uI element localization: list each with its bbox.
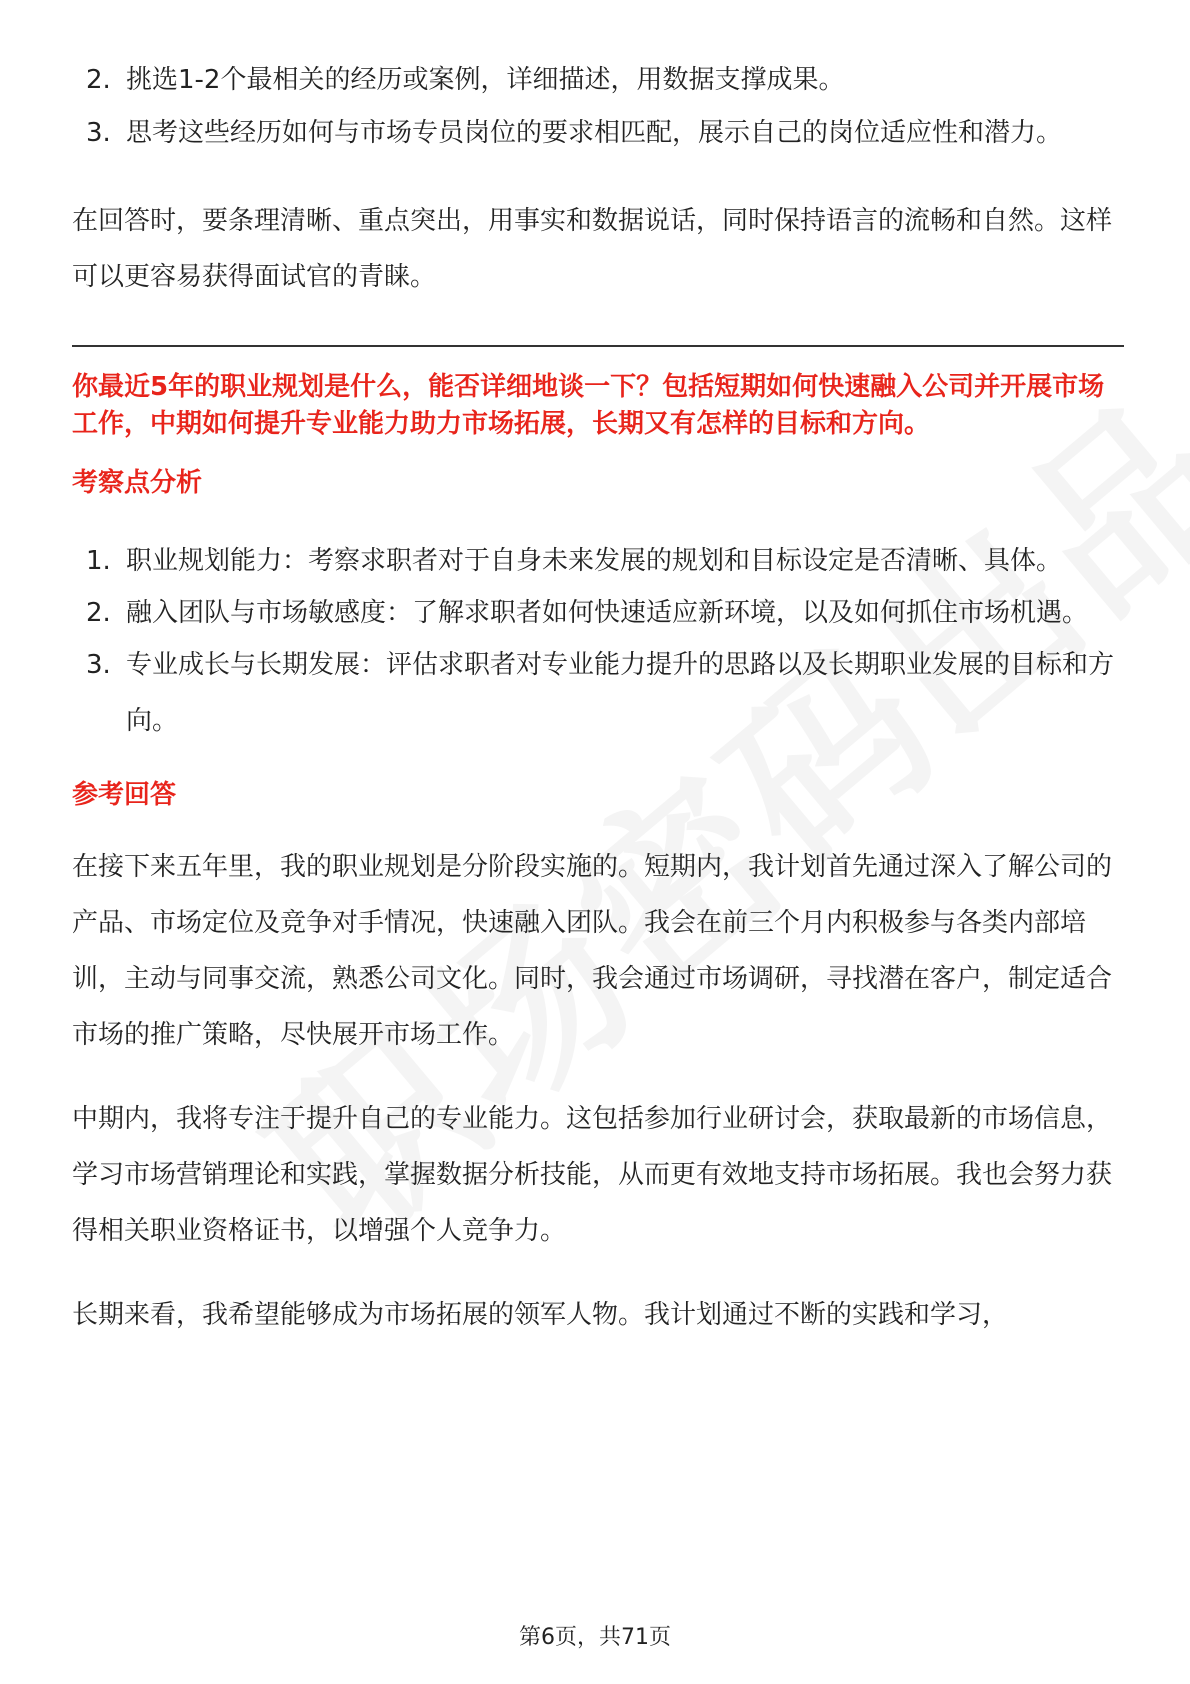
summary-paragraph: 在回答时，要条理清晰、重点突出，用事实和数据说话，同时保持语言的流畅和自然。这样可以更容易获得面试官的青睐。 bbox=[72, 206, 1113, 292]
question-title: 你最近5年的职业规划是什么，能否详细地谈一下？包括短期如何快速融入公司并开展市场工作，中期如何提升专业能力助力市场拓展，长期又有怎样的目标和方向。 bbox=[72, 372, 1105, 439]
analysis-list bbox=[72, 533, 1124, 749]
answer-paragraph: 在接下来五年里，我的职业规划是分阶段实施的。短期内，我计划首先通过深入了解公司的产品、市场定位及竞争对手情况，快速融入团队。我会在前三个月内积极参与各类内部培训，主动与同事交流，熟悉公司文化。同时，我会通过市场调研，寻找潜在客户，制定适合市场的推广策略，尽快展开市场工作。 bbox=[72, 852, 1113, 1050]
analysis-heading: 考察点分析 bbox=[72, 468, 203, 498]
list-item bbox=[72, 105, 1124, 161]
answer-heading: 参考回答 bbox=[72, 780, 177, 810]
list-number: 3. bbox=[86, 118, 111, 148]
page-number-footer: 第6页，共71页 bbox=[519, 1625, 671, 1650]
list-text: 思考这些经历如何与市场专员岗位的要求相匹配，展示自己的岗位适应性和潜力。 bbox=[126, 118, 1063, 148]
list-text: 融入团队与市场敏感度：了解求职者如何快速适应新环境，以及如何抓住市场机遇。 bbox=[126, 598, 1089, 628]
answer-paragraph: 中期内，我将专注于提升自己的专业能力。这包括参加行业研讨会，获取最新的市场信息，学习市场营销理论和实践，掌握数据分析技能，从而更有效地支持市场拓展。我也会努力获得相关职业资格证书，以增强个人竞争力。 bbox=[72, 1104, 1113, 1246]
list-text: 专业成长与长期发展：评估求职者对专业能力提升的思路以及长期职业发展的目标和方向。 bbox=[126, 650, 1115, 736]
section-divider bbox=[72, 345, 1124, 347]
top-list bbox=[72, 52, 1124, 161]
list-item bbox=[72, 533, 1124, 589]
list-text: 职业规划能力：考察求职者对于自身未来发展的规划和目标设定是否清晰、具体。 bbox=[126, 546, 1063, 576]
list-item bbox=[72, 585, 1124, 641]
list-item bbox=[72, 52, 1124, 108]
list-item bbox=[72, 637, 1124, 749]
list-number: 1. bbox=[86, 546, 111, 576]
list-number: 2. bbox=[86, 598, 111, 628]
list-number: 2. bbox=[86, 65, 111, 95]
page-content bbox=[72, 0, 1124, 1343]
list-text: 挑选1-2个最相关的经历或案例，详细描述，用数据支撑成果。 bbox=[126, 65, 845, 95]
list-number: 3. bbox=[86, 650, 111, 680]
answer-paragraph: 长期来看，我希望能够成为市场拓展的领军人物。我计划通过不断的实践和学习， bbox=[72, 1300, 1009, 1330]
